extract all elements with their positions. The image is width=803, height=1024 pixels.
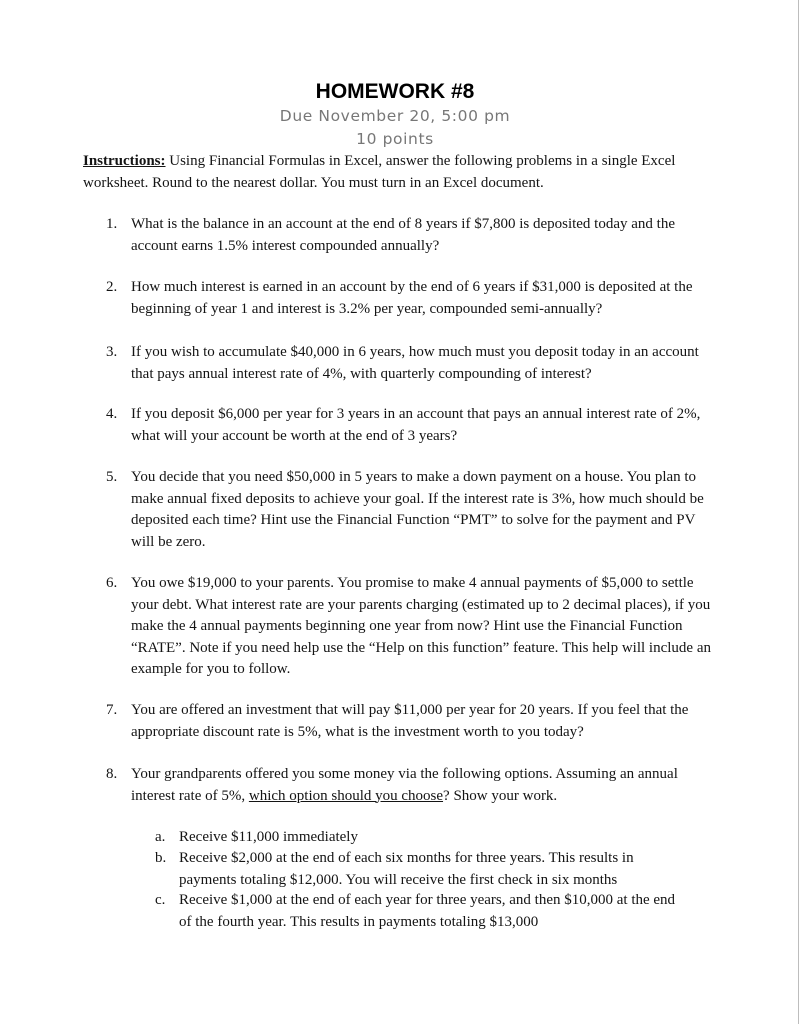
question-text: You are offered an investment that will pay $11,000 per year for 20 years. If you feel that the appropriate discount rate is 5%, what is the investment worth to you today? — [131, 702, 689, 740]
question-number: 1. — [106, 216, 118, 232]
question-text: You decide that you need $50,000 in 5 years to make a down payment on a house. You plan to make annual fixed deposits to achieve your goal. If the interest rate is 3%, how much should be deposited each time? Hint use the Financial Function “PMT” to solve for the payment and PV will be zero. — [131, 469, 704, 550]
instructions — [83, 151, 713, 194]
question-text: If you wish to accumulate $40,000 in 6 years, how much must you deposit today in an account that pays annual interest rate of 4%, with quarterly compounding of interest? — [131, 344, 699, 382]
option-letter: a. — [155, 829, 166, 845]
option-letter: c. — [155, 892, 166, 908]
option-letter: b. — [155, 850, 167, 866]
question-text — [131, 764, 711, 807]
instructions-text: Using Financial Formulas in Excel, answer the following problems in a single Excel worksheet. Round to the nearest dollar. You must turn in an Excel document. — [83, 153, 676, 191]
instructions-label: Instructions: — [83, 153, 166, 169]
question-text: What is the balance in an account at the end of 8 years if $7,800 is deposited today and the account earns 1.5% interest compounded annually? — [131, 216, 675, 254]
page-title: HOMEWORK #8 — [315, 80, 475, 103]
underlined-phrase: which option should you choose — [248, 787, 444, 804]
option-text: Receive $1,000 at the end of each year for three years, and then $10,000 at the end of the fourth year. This results in payments totaling $13,000 — [179, 892, 676, 930]
option-text: Receive $2,000 at the end of each six months for three years. This results in payments totaling $12,000. You will receive the first check in six months — [179, 850, 634, 888]
question-number: 3. — [106, 344, 118, 360]
due-date: Due November 20, 5:00 pm — [279, 107, 511, 125]
question-text-end: ? Show your work. — [443, 787, 558, 804]
points-value: 10 points — [356, 130, 434, 148]
question-number: 6. — [106, 575, 118, 591]
question-number: 5. — [106, 469, 118, 485]
question-text: You owe $19,000 to your parents. You promise to make 4 annual payments of $5,000 to settle your debt. What interest rate are your parents charging (estimated up to 2 decimal places), if you make the 4 annual payments beginning one year from now? Hint use the Financial Function “RATE”. Note if you need help use the “Help on this function” feature. This help will include an example for you to follow. — [131, 575, 711, 677]
page-edge — [798, 0, 799, 1024]
option-text: Receive $11,000 immediately — [179, 829, 358, 845]
question-number: 7. — [106, 702, 118, 718]
question-number: 8. — [106, 766, 118, 782]
question-text: How much interest is earned in an account by the end of 6 years if $31,000 is deposited at the beginning of year 1 and interest is 3.2% per year, compounded semi-annually? — [131, 279, 693, 317]
question-number: 2. — [106, 279, 118, 295]
question-text: If you deposit $6,000 per year for 3 years in an account that pays an annual interest rate of 2%, what will your account be worth at the end of 3 years? — [131, 406, 701, 444]
question-number: 4. — [106, 406, 118, 422]
question-text-start: Your grandparents offered you some money via the following options. Assuming an annual interest rate of 5%, — [131, 766, 678, 804]
